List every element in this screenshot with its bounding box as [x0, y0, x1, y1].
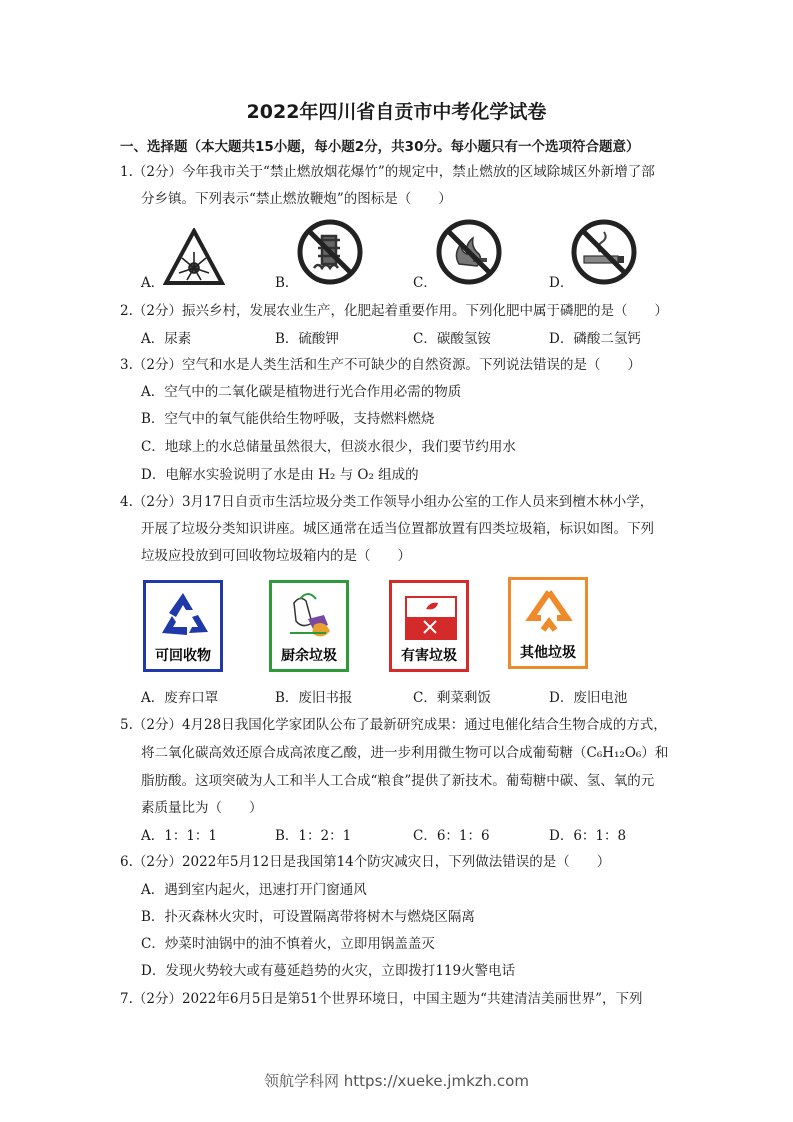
question-6-option-b: B．扑灭森林火灾时，可设置隔离带将树木与燃烧区隔离 — [141, 909, 475, 925]
no-smoking-icon — [570, 218, 638, 286]
footer-watermark: 领航学科网 https://xueke.jmkzh.com — [264, 1072, 529, 1090]
question-4-line-3: 垃圾应投放到可回收物垃圾箱内的是（ ） — [141, 548, 411, 564]
question-4-line-2: 开展了垃圾分类知识讲座。城区通常在适当位置都放置有四类垃圾箱，标识如图。下列 — [141, 521, 654, 537]
question-3-option-a: A．空气中的二氧化碳是植物进行光合作用必需的物质 — [141, 384, 462, 400]
question-2-option-a: A．尿素 — [141, 331, 192, 347]
other-waste-icon — [519, 586, 577, 644]
question-2-option-d: D．磷酸二氢钙 — [549, 331, 641, 347]
question-5-line-2: 将二氧化碳高效还原合成高浓度乙酸，进一步利用微生物可以合成葡萄糖（C₆H₁₂O₆）和 — [141, 745, 669, 761]
question-5-option-b: B．1：2：1 — [275, 828, 352, 844]
question-1-line-1: 1.（2分）今年我市关于“禁止燃放烟花爆竹”的规定中，禁止燃放的区域除城区外新增了部 — [120, 164, 655, 180]
question-5-line-3: 脂肪酸。这项突破为人工和半人工合成“粮食”提供了新技术。葡萄糖中碳、氢、氧的元 — [141, 773, 655, 789]
question-1-option-d: D． — [549, 275, 574, 291]
page-title: 2022年四川省自贡市中考化学试卷 — [246, 101, 547, 123]
hazardous-icon — [400, 589, 458, 647]
section-heading: 一、选择题（本大题共15小题，每小题2分，共30分。每小题只有一个选项符合题意） — [120, 139, 640, 155]
question-6-option-a: A．遇到室内起火，迅速打开门窗通风 — [141, 882, 367, 898]
question-4-option-b: B．废旧书报 — [275, 690, 353, 706]
question-1-line-2: 分乡镇。下列表示“禁止燃放鞭炮”的图标是（ ） — [141, 191, 452, 207]
question-5-option-d: D．6：1：8 — [549, 828, 627, 844]
question-4-option-c: C．剩菜剩饭 — [413, 690, 491, 706]
question-3-option-d: D．电解水实验说明了水是由 H₂ 与 O₂ 组成的 — [141, 467, 419, 483]
food-waste-icon — [280, 589, 338, 647]
question-1-option-a: A． — [141, 275, 165, 291]
no-open-flame-icon — [435, 218, 503, 286]
question-2-line-1: 2.（2分）振兴乡村，发展农业生产，化肥起着重要作用。下列化肥中属于磷肥的是（ ） — [120, 303, 668, 319]
question-4-line-1: 4.（2分）3月17日自贡市生活垃圾分类工作领导小组办公室的工作人员来到檀木林小学， — [120, 494, 654, 510]
kitchen-waste-bin-sign — [269, 580, 349, 672]
explosive-warning-icon — [163, 228, 225, 286]
other-waste-bin-label: 其他垃圾 — [520, 645, 576, 661]
hazardous-waste-bin-label: 有害垃圾 — [401, 648, 457, 664]
question-1-option-b: B． — [275, 275, 299, 291]
question-5-line-1: 5.（2分）4月28日我国化学家团队公布了最新研究成果：通过电催化结合生物合成的方式， — [120, 717, 667, 733]
question-4-option-a: A．废弃口罩 — [141, 690, 219, 706]
no-firecracker-icon — [296, 218, 364, 286]
recyclable-bin-label: 可回收物 — [155, 648, 211, 664]
question-3-option-b: B．空气中的氧气能供给生物呼吸，支持燃料燃烧 — [141, 411, 435, 427]
recyclable-bin-sign — [143, 580, 223, 672]
recycle-icon — [154, 589, 212, 647]
question-1-option-c: C． — [413, 275, 437, 291]
question-7-line-1: 7.（2分）2022年6月5日是第51个世界环境日，中国主题为“共建清洁美丽世界”，下列 — [120, 991, 643, 1007]
question-5-line-4: 素质量比为（ ） — [141, 800, 263, 816]
question-2-option-b: B．硫酸钾 — [275, 331, 339, 347]
kitchen-waste-bin-label: 厨余垃圾 — [281, 648, 337, 664]
question-4-option-d: D．废旧电池 — [549, 690, 628, 706]
other-waste-bin-sign — [508, 577, 588, 669]
question-6-option-c: C．炒菜时油锅中的油不慎着火，立即用锅盖盖灭 — [141, 936, 435, 952]
question-5-option-a: A．1：1：1 — [141, 828, 218, 844]
question-3-option-c: C．地球上的水总储量虽然很大，但淡水很少，我们要节约用水 — [141, 439, 516, 455]
question-5-option-c: C．6：1：6 — [413, 828, 490, 844]
question-3-line-1: 3.（2分）空气和水是人类生活和生产不可缺少的自然资源。下列说法错误的是（ ） — [120, 357, 641, 373]
question-6-option-d: D．发现火势较大或有蔓延趋势的火灾，立即拨打119火警电话 — [141, 963, 516, 979]
question-2-option-c: C．碳酸氢铵 — [413, 331, 491, 347]
hazardous-waste-bin-sign — [389, 580, 469, 672]
question-6-line-1: 6.（2分）2022年5月12日是我国第14个防灾减灾日，下列做法错误的是（ ） — [120, 854, 611, 870]
